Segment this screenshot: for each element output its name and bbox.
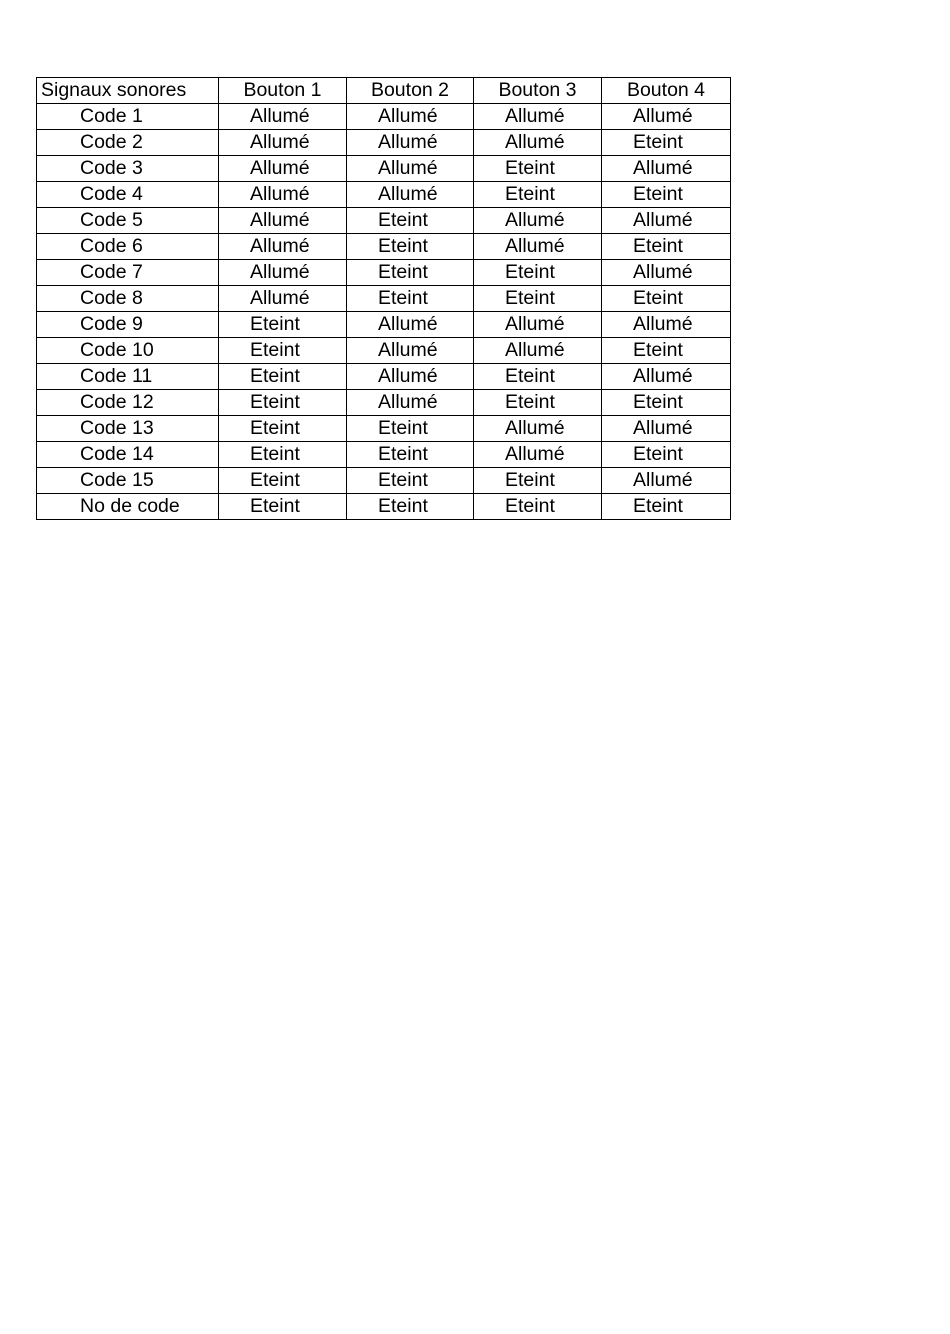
- table-row: [37, 494, 731, 520]
- row-label: Code 3: [37, 156, 219, 182]
- state-cell: Eteint: [347, 468, 474, 494]
- table-row: [37, 208, 731, 234]
- state-cell: Eteint: [474, 494, 602, 520]
- state-cell: Eteint: [347, 494, 474, 520]
- state-cell: Allumé: [602, 104, 731, 130]
- state-cell: Eteint: [602, 390, 731, 416]
- state-cell: Allumé: [602, 416, 731, 442]
- table-body: [37, 104, 731, 520]
- state-cell: Eteint: [602, 234, 731, 260]
- state-cell: Allumé: [602, 208, 731, 234]
- state-cell: Eteint: [219, 494, 347, 520]
- state-cell: Eteint: [347, 286, 474, 312]
- state-cell: Eteint: [347, 416, 474, 442]
- state-cell: Allumé: [219, 104, 347, 130]
- table-row: [37, 104, 731, 130]
- state-cell: Allumé: [347, 156, 474, 182]
- state-cell: Eteint: [602, 442, 731, 468]
- state-cell: Eteint: [474, 390, 602, 416]
- table-row: [37, 286, 731, 312]
- state-cell: Eteint: [474, 260, 602, 286]
- state-cell: Allumé: [602, 364, 731, 390]
- state-cell: Eteint: [347, 234, 474, 260]
- state-cell: Allumé: [602, 260, 731, 286]
- table-row: [37, 234, 731, 260]
- row-label: Code 12: [37, 390, 219, 416]
- row-label: Code 10: [37, 338, 219, 364]
- state-cell: Allumé: [474, 234, 602, 260]
- table-row: [37, 338, 731, 364]
- row-label: No de code: [37, 494, 219, 520]
- state-cell: Eteint: [347, 208, 474, 234]
- state-cell: Eteint: [219, 390, 347, 416]
- state-cell: Allumé: [474, 208, 602, 234]
- row-label: Code 5: [37, 208, 219, 234]
- state-cell: Allumé: [602, 468, 731, 494]
- state-cell: Eteint: [219, 468, 347, 494]
- state-cell: Allumé: [474, 416, 602, 442]
- row-label: Code 6: [37, 234, 219, 260]
- row-label: Code 1: [37, 104, 219, 130]
- state-cell: Allumé: [474, 338, 602, 364]
- state-cell: Allumé: [347, 390, 474, 416]
- table-row: [37, 130, 731, 156]
- state-cell: Eteint: [474, 468, 602, 494]
- state-cell: Eteint: [602, 338, 731, 364]
- state-cell: Allumé: [219, 156, 347, 182]
- state-cell: Eteint: [474, 364, 602, 390]
- state-cell: Allumé: [602, 312, 731, 338]
- state-cell: Allumé: [347, 130, 474, 156]
- row-label: Code 8: [37, 286, 219, 312]
- state-cell: Eteint: [347, 442, 474, 468]
- header-bouton-1: Bouton 1: [219, 78, 347, 104]
- state-cell: Allumé: [347, 104, 474, 130]
- row-label: Code 4: [37, 182, 219, 208]
- state-cell: Eteint: [474, 286, 602, 312]
- state-cell: Eteint: [602, 494, 731, 520]
- state-cell: Allumé: [474, 130, 602, 156]
- table-row: [37, 390, 731, 416]
- table-row: [37, 416, 731, 442]
- state-cell: Eteint: [219, 312, 347, 338]
- state-cell: Allumé: [474, 104, 602, 130]
- state-cell: Eteint: [602, 286, 731, 312]
- row-label: Code 2: [37, 130, 219, 156]
- state-cell: Eteint: [602, 130, 731, 156]
- row-label: Code 13: [37, 416, 219, 442]
- sound-codes-table: [36, 77, 731, 520]
- state-cell: Eteint: [474, 156, 602, 182]
- state-cell: Allumé: [474, 312, 602, 338]
- spreadsheet-page: [36, 77, 731, 520]
- table-row: [37, 182, 731, 208]
- table-row: [37, 468, 731, 494]
- state-cell: Allumé: [219, 260, 347, 286]
- state-cell: Allumé: [347, 182, 474, 208]
- state-cell: Eteint: [347, 260, 474, 286]
- header-bouton-2: Bouton 2: [347, 78, 474, 104]
- header-bouton-4: Bouton 4: [602, 78, 731, 104]
- state-cell: Eteint: [219, 416, 347, 442]
- state-cell: Allumé: [219, 182, 347, 208]
- state-cell: Allumé: [219, 208, 347, 234]
- state-cell: Eteint: [602, 182, 731, 208]
- row-label: Code 11: [37, 364, 219, 390]
- state-cell: Allumé: [219, 286, 347, 312]
- state-cell: Allumé: [347, 338, 474, 364]
- state-cell: Allumé: [347, 312, 474, 338]
- state-cell: Allumé: [602, 156, 731, 182]
- header-row: [37, 78, 731, 104]
- table-row: [37, 312, 731, 338]
- table-row: [37, 442, 731, 468]
- state-cell: Eteint: [219, 442, 347, 468]
- table-row: [37, 156, 731, 182]
- table-row: [37, 364, 731, 390]
- state-cell: Eteint: [474, 182, 602, 208]
- table-row: [37, 260, 731, 286]
- row-label: Code 7: [37, 260, 219, 286]
- state-cell: Eteint: [219, 338, 347, 364]
- state-cell: Eteint: [219, 364, 347, 390]
- state-cell: Allumé: [474, 442, 602, 468]
- header-signaux-sonores: Signaux sonores: [37, 78, 219, 104]
- row-label: Code 9: [37, 312, 219, 338]
- row-label: Code 14: [37, 442, 219, 468]
- header-bouton-3: Bouton 3: [474, 78, 602, 104]
- state-cell: Allumé: [347, 364, 474, 390]
- state-cell: Allumé: [219, 130, 347, 156]
- row-label: Code 15: [37, 468, 219, 494]
- state-cell: Allumé: [219, 234, 347, 260]
